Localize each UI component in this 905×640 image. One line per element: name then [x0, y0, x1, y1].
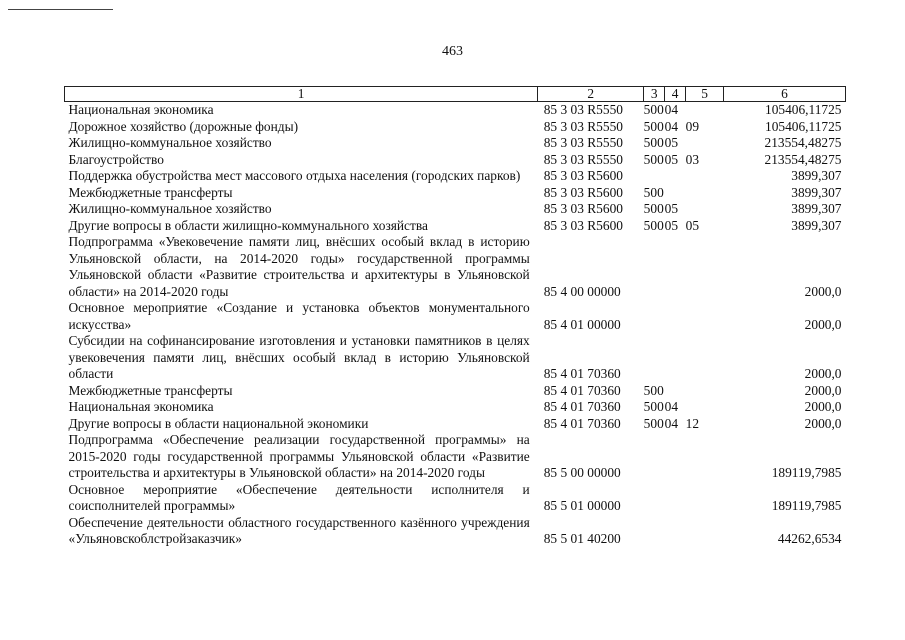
row-col3 [644, 515, 665, 548]
row-code: 85 5 01 00000 [543, 498, 621, 513]
row-name: Подпрограмма «Обеспечение реализации государственной программы» на 2015-2020 годы государственной программы Ульяновской области «Развитие строительства и архитектуры в Ульяновской области» на 2014-2020 годы [68, 432, 530, 480]
row-col4 [665, 234, 686, 300]
column-header: 1 [65, 87, 538, 102]
table-row [65, 399, 846, 416]
row-amount: 3899,307 [791, 168, 842, 183]
row-code: 85 3 03 R5550 [543, 151, 623, 167]
row-col3 [644, 482, 665, 515]
row-code: 85 4 01 70360 [543, 366, 621, 381]
table-body [65, 102, 846, 548]
row-col4 [665, 168, 686, 185]
row-col3 [644, 432, 665, 482]
top-rule [8, 9, 113, 10]
row-amount: 2000,0 [804, 283, 842, 299]
row-col3: 500 [643, 184, 664, 200]
row-amount: 44262,6534 [777, 531, 842, 546]
row-col5: 09 [685, 118, 700, 134]
row-col3 [644, 333, 665, 383]
row-col3: 500 [643, 118, 664, 134]
table-row [65, 416, 846, 433]
row-name: Межбюджетные трансферты [68, 184, 233, 200]
row-col5 [686, 399, 724, 416]
row-name: Жилищно-коммунальное хозяйство [68, 135, 272, 150]
row-name: Подпрограмма «Увековечение памяти лиц, внёсших особый вклад в историю Ульяновской области, на 2014-2020 годы» государственной программы Ульяновской области «Развитие строительства и архитектуры в Ульяновской области» на 2014-2020 годы [68, 234, 530, 299]
row-amount: 2000,0 [804, 366, 842, 381]
row-code: 85 3 03 R5550 [543, 135, 623, 150]
row-col4 [665, 333, 686, 383]
row-code: 85 5 01 40200 [543, 531, 621, 546]
row-col5 [686, 102, 724, 119]
row-col5 [686, 168, 724, 185]
row-col4: 04 [664, 102, 679, 117]
row-name: Субсидии на софинансирование изготовления и установки памятников в целях увековечения памяти лиц, внёсших особый вклад в историю Ульяновской области [68, 333, 530, 381]
column-header: 3 [644, 87, 665, 102]
row-code: 85 4 01 70360 [543, 382, 621, 398]
table-row [65, 234, 846, 300]
row-code: 85 3 03 R5550 [543, 118, 623, 134]
row-code: 85 3 03 R5600 [543, 217, 623, 233]
row-name: Обеспечение деятельности областного государственного казённого учреждения «Ульяновскоблстройзаказчик» [68, 514, 530, 546]
row-col3: 500 [643, 135, 664, 150]
row-col4: 05 [664, 135, 679, 150]
row-col3: 500 [643, 399, 664, 414]
row-amount: 105406,11725 [765, 102, 842, 117]
row-code: 85 4 01 70360 [543, 399, 621, 414]
table-row [65, 119, 846, 136]
row-col3 [644, 234, 665, 300]
row-amount: 3899,307 [791, 217, 842, 233]
table-row [65, 432, 846, 482]
row-col5 [686, 383, 724, 400]
row-code: 85 4 00 00000 [543, 283, 621, 299]
row-col3: 500 [643, 151, 664, 167]
row-col5 [686, 135, 724, 152]
page-number: 463 [442, 44, 463, 59]
row-name: Жилищно-коммунальное хозяйство [68, 201, 272, 216]
row-name: Дорожное хозяйство (дорожные фонды) [68, 118, 299, 134]
table-row [65, 152, 846, 169]
row-name: Основное мероприятие «Создание и установка объектов монументального искусства» [68, 300, 530, 332]
row-col5 [686, 185, 724, 202]
column-header: 6 [724, 87, 846, 102]
row-col4: 05 [664, 151, 679, 167]
row-col3: 500 [643, 415, 664, 431]
header-row [65, 87, 846, 102]
row-col4 [665, 515, 686, 548]
row-col3: 500 [643, 217, 664, 233]
row-name: Поддержка обустройства мест массового отдыха населения (городских парков) [68, 168, 521, 183]
table-row [65, 333, 846, 383]
table-row [65, 300, 846, 333]
row-col4: 04 [664, 399, 679, 414]
row-amount: 3899,307 [791, 201, 842, 216]
row-col5 [686, 515, 724, 548]
row-code: 85 4 01 70360 [543, 415, 621, 431]
row-amount: 189119,7985 [771, 465, 842, 480]
row-name: Благоустройство [68, 151, 164, 167]
table-row [65, 135, 846, 152]
row-code: 85 5 00 00000 [543, 465, 621, 480]
row-name: Национальная экономика [68, 399, 214, 414]
row-col5 [686, 333, 724, 383]
row-amount: 213554,48275 [764, 151, 842, 167]
column-header: 5 [686, 87, 724, 102]
table-row [65, 168, 846, 185]
row-col4: 05 [664, 201, 679, 216]
row-code: 85 3 03 R5600 [543, 168, 623, 183]
row-amount: 105406,11725 [765, 118, 842, 134]
budget-table [64, 86, 846, 548]
row-code: 85 3 03 R5600 [543, 201, 623, 216]
table-row [65, 218, 846, 235]
row-col3: 500 [643, 382, 664, 398]
row-code: 85 4 01 00000 [543, 316, 621, 332]
row-amount: 2000,0 [804, 399, 842, 414]
row-name: Другие вопросы в области национальной экономики [68, 415, 369, 431]
row-name: Другие вопросы в области жилищно-коммунального хозяйства [68, 217, 428, 233]
row-col4: 05 [664, 217, 679, 233]
row-col4 [665, 432, 686, 482]
row-name: Основное мероприятие «Обеспечение деятельности исполнителя и соисполнителей программы» [68, 481, 530, 513]
row-col5: 12 [685, 415, 700, 431]
row-code: 85 3 03 R5550 [543, 102, 623, 117]
row-col3: 500 [643, 201, 664, 216]
row-col3 [644, 300, 665, 333]
row-col4 [665, 482, 686, 515]
row-col5 [686, 201, 724, 218]
table-row [65, 383, 846, 400]
row-col3 [644, 168, 665, 185]
row-col5: 05 [685, 217, 700, 233]
row-col4 [665, 185, 686, 202]
row-col5 [686, 482, 724, 515]
row-name: Межбюджетные трансферты [68, 382, 233, 398]
row-amount: 2000,0 [804, 316, 842, 332]
row-col4 [665, 300, 686, 333]
row-amount: 213554,48275 [764, 135, 842, 150]
table-row [65, 482, 846, 515]
column-header: 2 [538, 87, 644, 102]
row-amount: 2000,0 [804, 415, 842, 431]
row-col5 [686, 234, 724, 300]
row-col5 [686, 300, 724, 333]
row-col5: 03 [685, 151, 700, 167]
table-row [65, 185, 846, 202]
table-row [65, 102, 846, 119]
row-col3: 500 [643, 102, 664, 117]
row-col4: 04 [664, 415, 679, 431]
row-amount: 3899,307 [791, 184, 842, 200]
row-col4: 04 [664, 118, 679, 134]
table-row [65, 201, 846, 218]
row-col5 [686, 432, 724, 482]
table-row [65, 515, 846, 548]
row-code: 85 3 03 R5600 [543, 184, 623, 200]
row-amount: 2000,0 [804, 382, 842, 398]
row-name: Национальная экономика [68, 102, 214, 117]
row-col4 [665, 383, 686, 400]
row-amount: 189119,7985 [771, 498, 842, 513]
column-header: 4 [665, 87, 686, 102]
